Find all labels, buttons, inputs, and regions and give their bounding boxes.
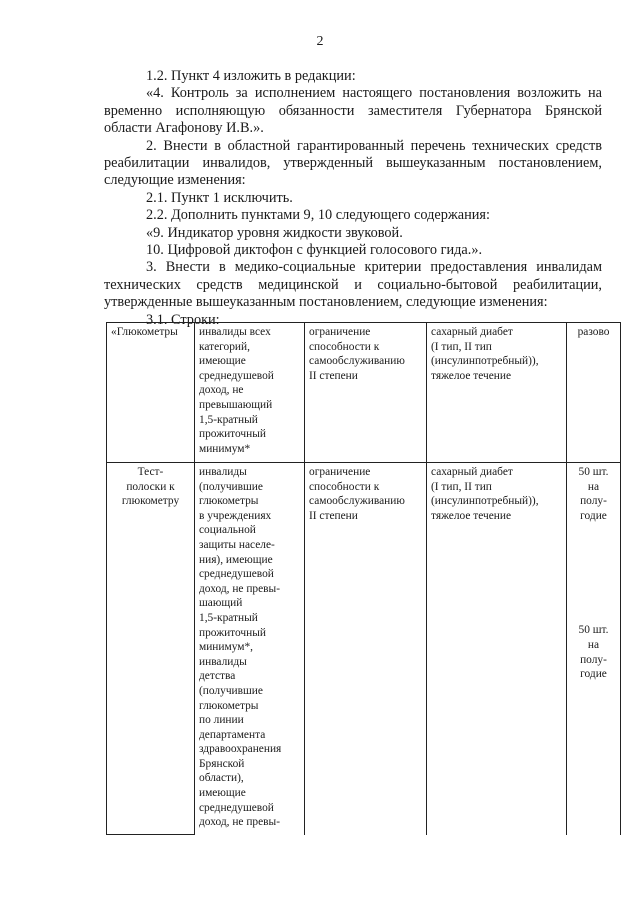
quantity-first: 50 шт. на полу- годие (578, 466, 609, 522)
document-body (104, 68, 602, 329)
cell-device-name: Тест- полоски к глюкометру (107, 463, 195, 835)
paragraph-item-9: «9. Индикатор уровня жидкости звуковой. (146, 224, 403, 241)
paragraph-3-1: 3.1. Строки: (146, 311, 220, 328)
paragraph-2: 2. Внести в областной гарантированный перечень технических средств реабилитации инвалидов, утвержденный вышеуказанным постановлением, следующие изменения: (104, 137, 602, 189)
cell-diagnosis: сахарный диабет (I тип, II тип (инсулинпотребный)), тяжелое течение (427, 463, 567, 835)
paragraph-1-2: 1.2. Пункт 4 изложить в редакции: (146, 68, 356, 84)
criteria-table (106, 322, 621, 835)
paragraph-2-2: 2.2. Дополнить пунктами 9, 10 следующего содержания: (146, 207, 490, 224)
table-row-test-strips (107, 463, 621, 835)
paragraph-item-4: «4. Контроль за исполнением настоящего постановления возложить на временно исполняющую обязанности заместителя Губернатора Брянской области Агафонову И.В.». (104, 85, 602, 137)
table-row-glucometers (107, 323, 621, 463)
cell-limitation: ограничение способности к самообслуживанию II степени (305, 323, 427, 463)
cell-quantity (567, 463, 621, 835)
quantity-second: 50 шт. на полу- годие (578, 624, 609, 681)
cell-device-name: «Глюкометры (107, 323, 195, 463)
paragraph-item-10: 10. Цифровой диктофон с функцией голосового гида.». (146, 242, 483, 259)
cell-recipient-category: инвалиды (получившие глюкометры в учреждениях социальной защиты населе- ния), имеющие среднедушевой доход, не превы- шающий 1,5-кратный прожиточный минимум*, инвалиды детства (получившие глюкометры по линии департамента здравоохранения Брянской области), имеющие среднедушевой доход, не превы- (195, 463, 305, 835)
cell-quantity: разово (567, 323, 621, 463)
cell-limitation: ограничение способности к самообслуживанию II степени (305, 463, 427, 835)
cell-recipient-category: инвалиды всех категорий, имеющие среднедушевой доход, не превышающий 1,5-кратный прожиточный минимум* (195, 323, 305, 463)
cell-diagnosis: сахарный диабет (I тип, II тип (инсулинпотребный)), тяжелое течение (427, 323, 567, 463)
paragraph-2-1: 2.1. Пункт 1 исключить. (146, 189, 293, 206)
page-number: 2 (316, 34, 324, 49)
paragraph-3: 3. Внести в медико-социальные критерии предоставления инвалидам технических средств медицинской и социально-бытовой реабилитации, утвержденные вышеуказанным постановлением, следующие изменения: (104, 259, 602, 311)
